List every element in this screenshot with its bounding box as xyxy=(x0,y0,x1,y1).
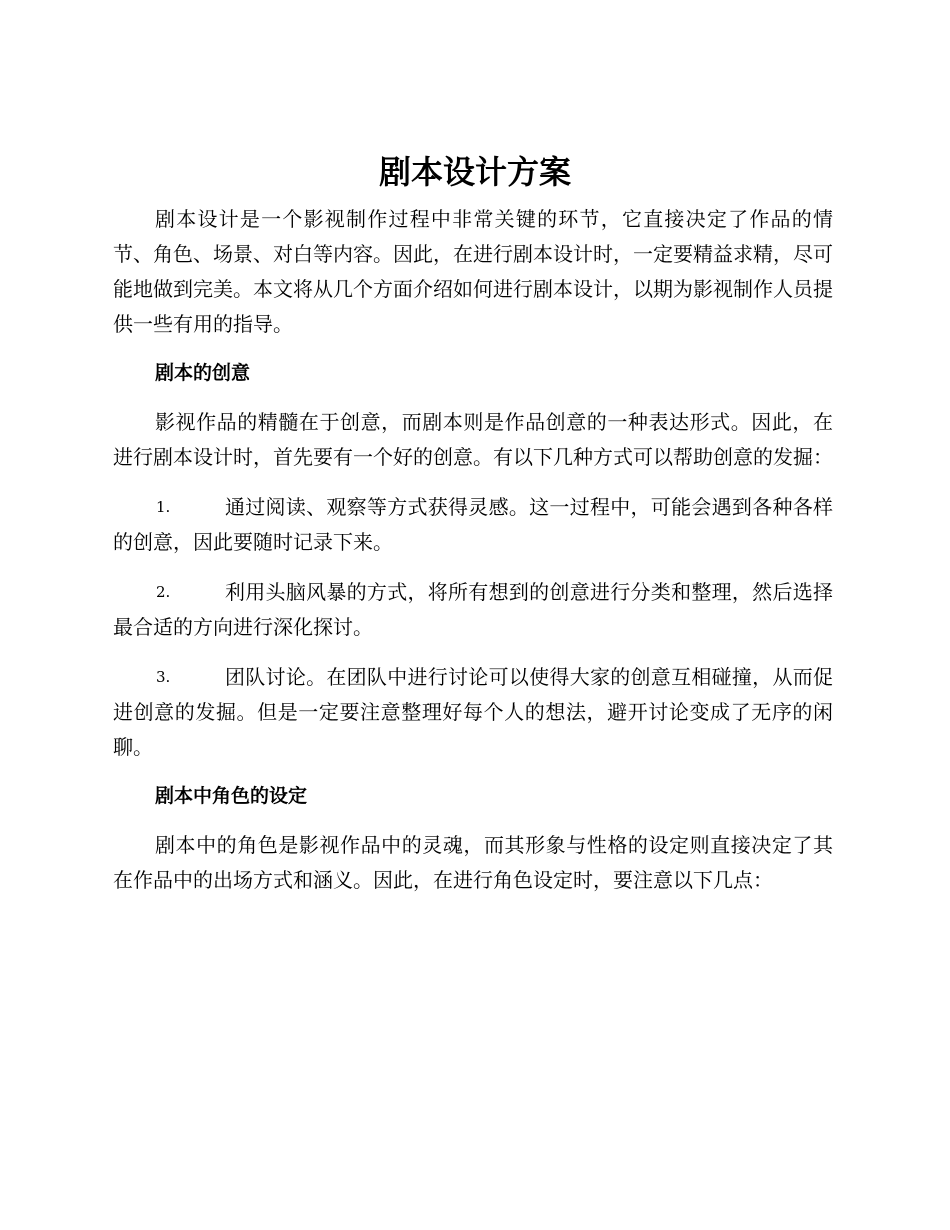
list-item xyxy=(113,490,833,560)
section-heading-creativity: 剧本的创意 xyxy=(155,362,251,384)
list-item xyxy=(113,660,833,765)
section-heading-characters: 剧本中角色的设定 xyxy=(155,785,308,807)
creativity-paragraph: 影视作品的精髓在于创意，而剧本则是作品创意的一种表达形式。因此，在进行剧本设计时，首先要有一个好的创意。有以下几种方式可以帮助创意的发掘： xyxy=(113,410,833,469)
intro-paragraph: 剧本设计是一个影视制作过程中非常关键的环节，它直接决定了作品的情节、角色、场景、对白等内容。因此，在进行剧本设计时，一定要精益求精，尽可能地做到完美。本文将从几个方面介绍如何进行剧本设计，以期为影视制作人员提供一些有用的指导。 xyxy=(113,207,833,336)
list-number: 3. xyxy=(156,668,171,686)
list-number: 1. xyxy=(156,498,171,516)
list-number: 2. xyxy=(156,583,171,601)
characters-paragraph: 剧本中的角色是影视作品中的灵魂，而其形象与性格的设定则直接决定了其在作品中的出场方式和涵义。因此，在进行角色设定时，要注意以下几点： xyxy=(113,833,833,892)
list-item-text: 团队讨论。在团队中进行讨论可以使得大家的创意互相碰撞，从而促进创意的发掘。但是一定要注意整理好每个人的想法，避开讨论变成了无序的闲聊。 xyxy=(113,665,833,759)
document-body xyxy=(113,202,833,898)
document-title: 剧本设计方案 xyxy=(378,153,571,191)
list-item-text: 利用头脑风暴的方式，将所有想到的创意进行分类和整理，然后选择最合适的方向进行深化探讨。 xyxy=(113,580,833,639)
list-item xyxy=(113,575,833,645)
list-item-text: 通过阅读、观察等方式获得灵感。这一过程中，可能会遇到各种各样的创意，因此要随时记录下来。 xyxy=(113,495,833,554)
